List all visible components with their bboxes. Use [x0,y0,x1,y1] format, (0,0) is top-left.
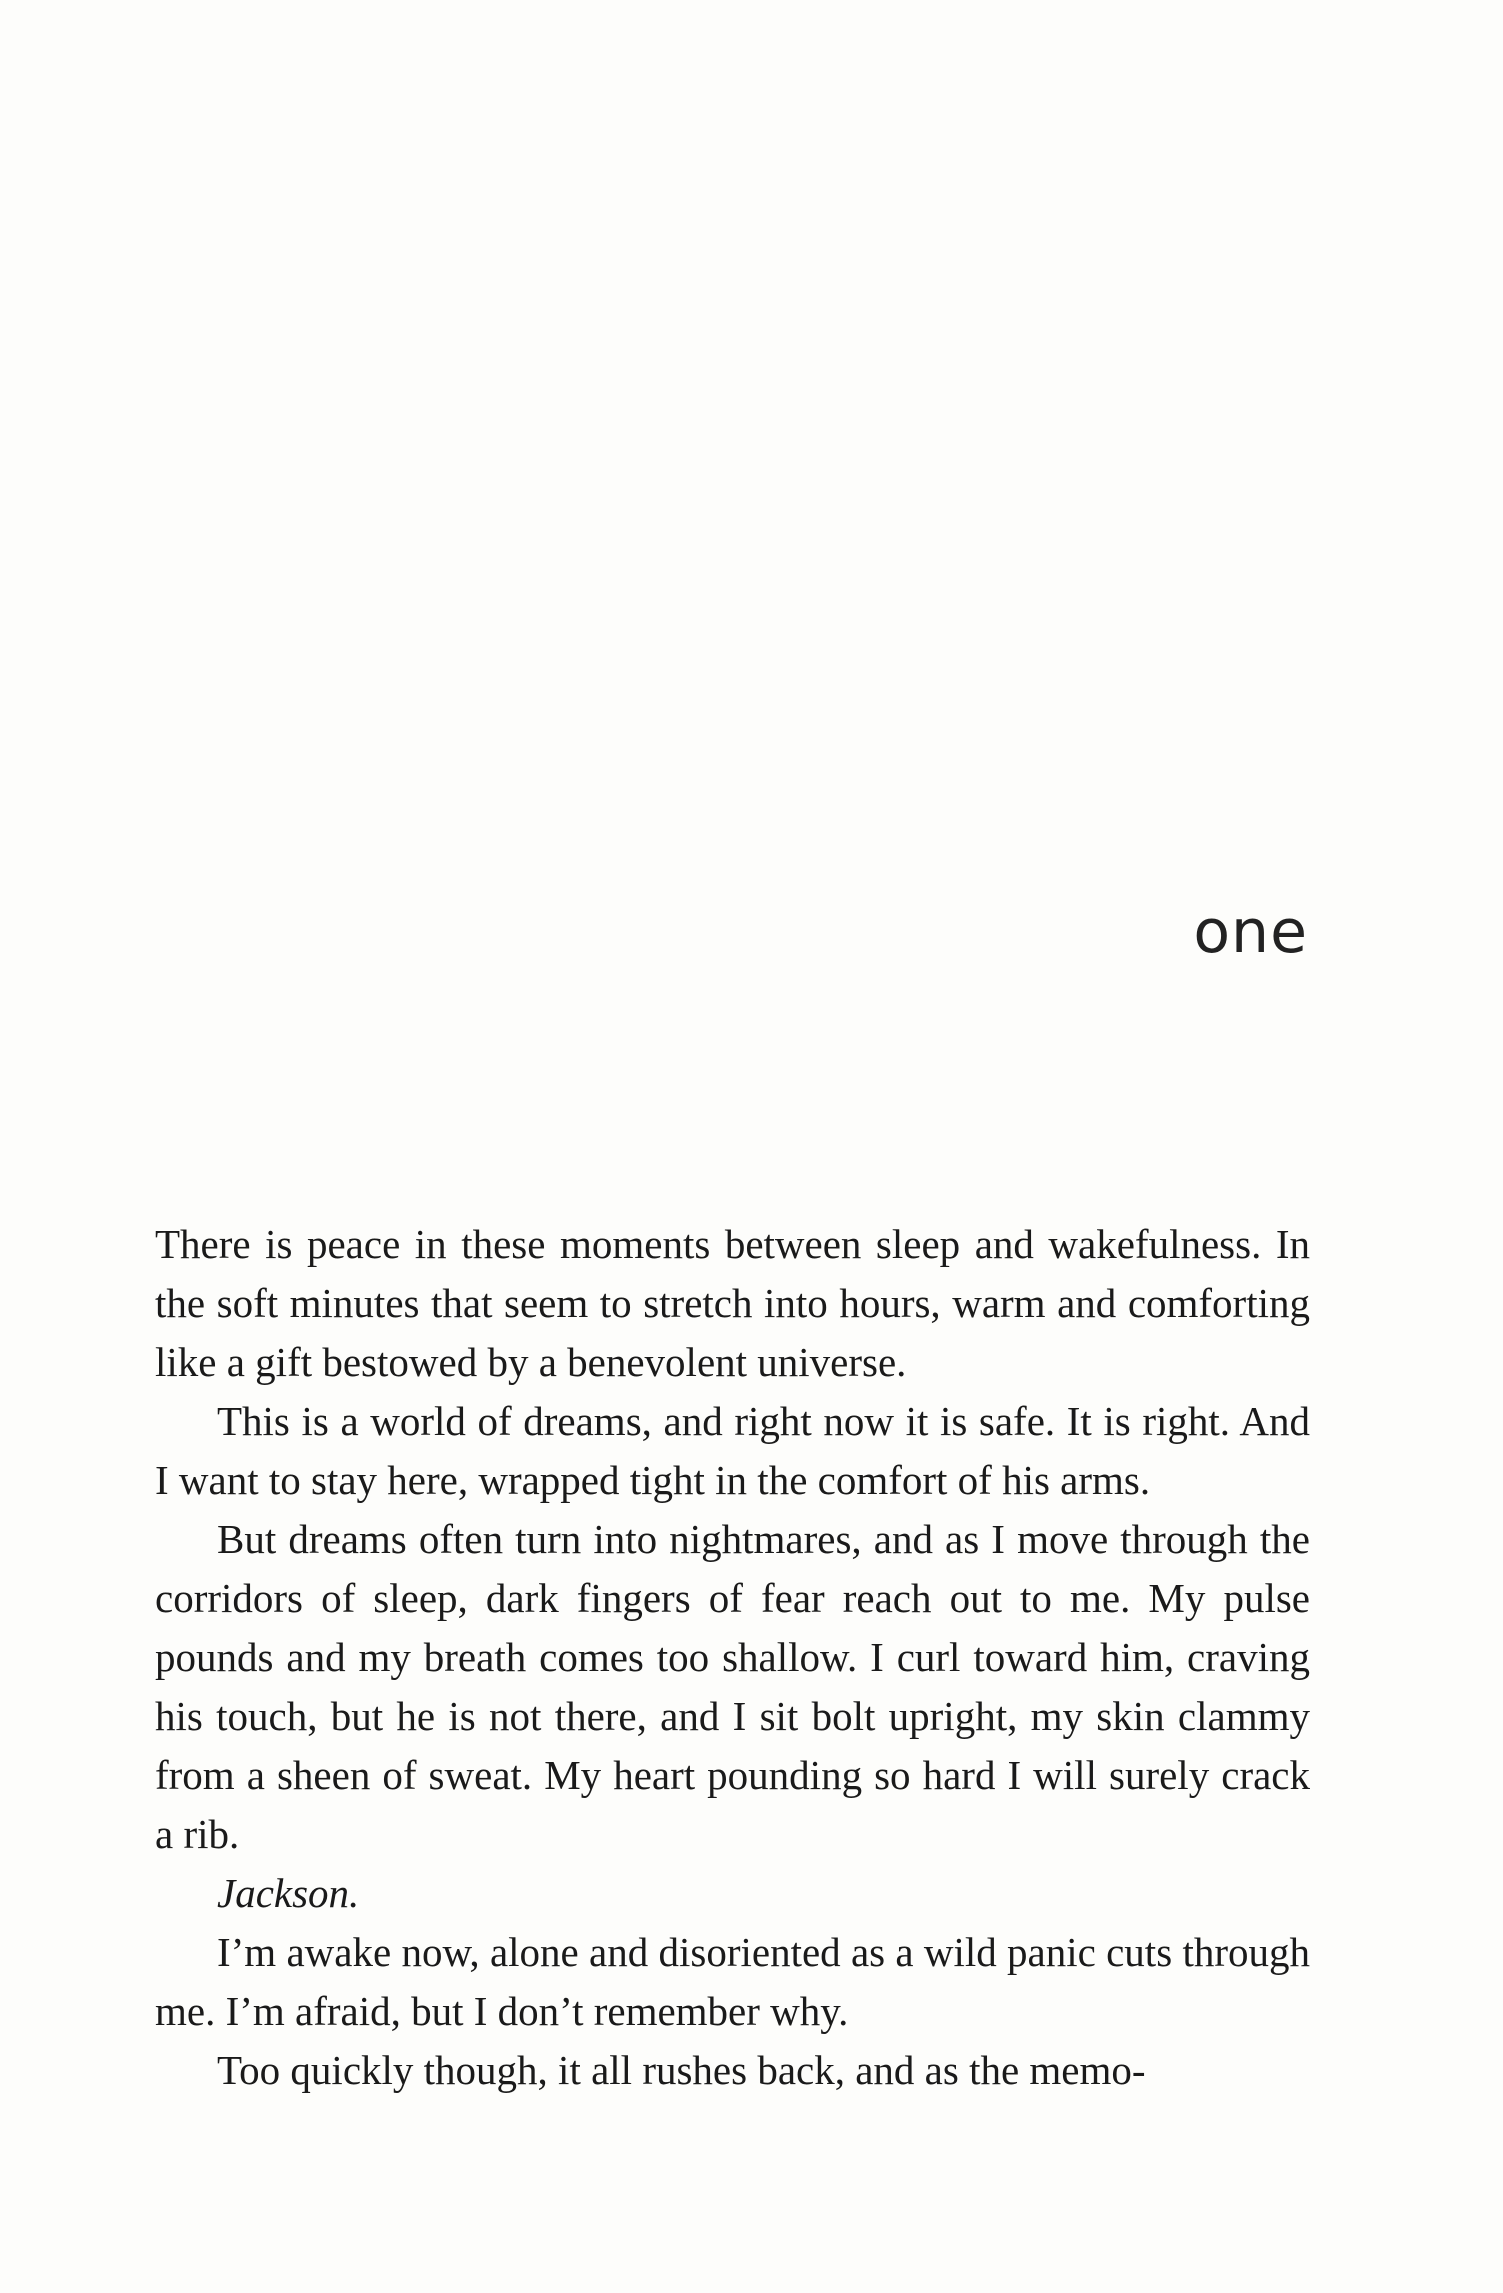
paragraph-italic: Jackson. [217,1870,360,1916]
paragraph: Too quickly though, it all rushes back, and as the memo- [217,2047,1146,2093]
paragraph: There is peace in these moments between sleep and wakefulness. In the soft minutes that seem to stretch into hours, warm and comforting like a gift bestowed by a benevolent universe. [155,1221,1310,1385]
chapter-heading: one [1193,897,1308,967]
paragraph: But dreams often turn into nightmares, and as I move through the corridors of sleep, dark fingers of fear reach out to me. My pulse pounds and my breath comes too shallow. I curl toward him, craving his touch, but he is not there, and I sit bolt upright, my skin clammy from a sheen of sweat. My heart pounding so hard I will surely crack a rib. [155,1516,1310,1857]
paragraph: I’m awake now, alone and disoriented as a wild panic cuts through me. I’m afraid, but I don’t remember why. [155,1929,1310,2034]
chapter-text [155,1215,1310,2100]
paragraph: This is a world of dreams, and right now it is safe. It is right. And I want to stay here, wrapped tight in the comfort of his arms. [155,1398,1310,1503]
